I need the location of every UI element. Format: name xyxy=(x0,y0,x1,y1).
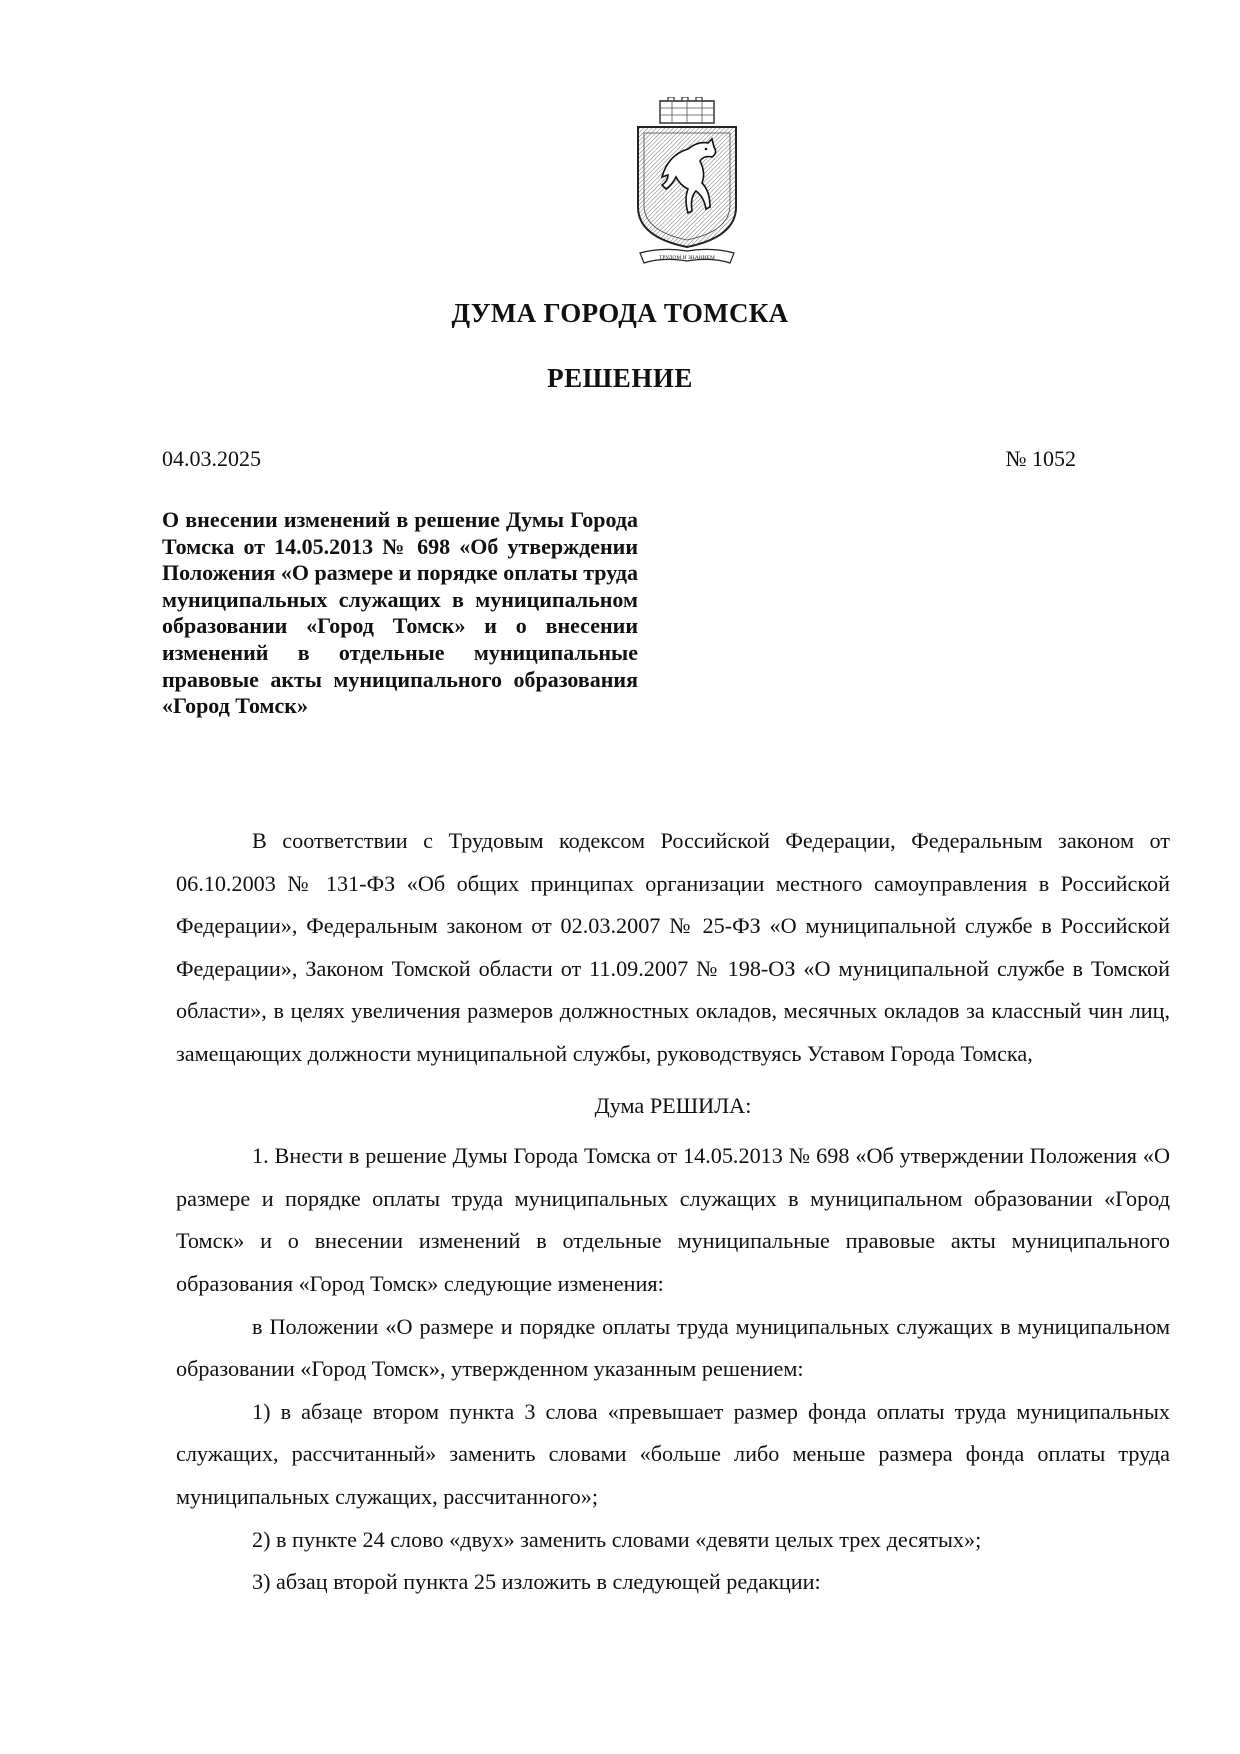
subpoint-1-paragraph: 1) в абзаце втором пункта 3 слова «превышает размер фонда оплаты труда муниципальных служащих, рассчитанный» заменить словами «больше либо меньше размера фонда оплаты труда муниципальных служащих, рассчитанного»; xyxy=(176,1398,1170,1509)
subpoint-2-paragraph: 2) в пункте 24 слово «двух» заменить словами «девяти целых трех десятых»; xyxy=(252,1526,982,1552)
document-date: 04.03.2025 xyxy=(162,446,261,471)
regulation-intro-paragraph: в Положении «О размере и порядке оплаты труда муниципальных служащих в муниципальном образовании «Город Томск», утвержденном указанным решением: xyxy=(176,1313,1170,1382)
preamble-paragraph: В соответствии с Трудовым кодексом Российской Федерации, Федеральным законом от 06.10.2003 № 131-ФЗ «Об общих принципах организации местного самоуправления в Российской Федерации», Федеральным законом от 02.03.2007 № 25-ФЗ «О муниципальной службе в Российской Федерации», Законом Томской области от 11.09.2007 № 198-ОЗ «О муниципальной службе в Томской области», в целях увеличения размеров должностных окладов, месячных окладов за классный чин лиц, замещающих должности муниципальной службы, руководствуясь Уставом Города Томска, xyxy=(176,828,1170,1066)
document-body xyxy=(176,820,1170,1604)
organization-title: ДУМА ГОРОДА ТОМСКА xyxy=(451,298,789,328)
subpoint-3-paragraph: 3) абзац второй пункта 25 изложить в следующей редакции: xyxy=(252,1569,821,1595)
svg-text:ТРУДОМ И ЗНАНИЕМ: ТРУДОМ И ЗНАНИЕМ xyxy=(659,255,715,261)
tomsk-coat-of-arms-icon xyxy=(632,97,742,273)
document-type: РЕШЕНИЕ xyxy=(547,363,693,393)
document-subject: О внесении изменений в решение Думы Города Томска от 14.05.2013 № 698 «Об утверждении Положения «О размере и порядке оплаты труда муниципальных служащих в муниципальном образовании «Город Томск» и о внесении изменений в отдельные муниципальные правовые акты муниципального образования «Город Томск» xyxy=(162,507,638,719)
resolved-heading: Дума РЕШИЛА: xyxy=(594,1092,752,1118)
point-1-paragraph: 1. Внести в решение Думы Города Томска от 14.05.2013 № 698 «Об утверждении Положения «О размере и порядке оплаты труда муниципальных служащих в муниципальном образовании «Город Томск» и о внесении изменений в отдельные муниципальные правовые акты муниципального образования «Город Томск» следующие изменения: xyxy=(176,1143,1170,1296)
document-number: № 1052 xyxy=(1005,446,1076,471)
